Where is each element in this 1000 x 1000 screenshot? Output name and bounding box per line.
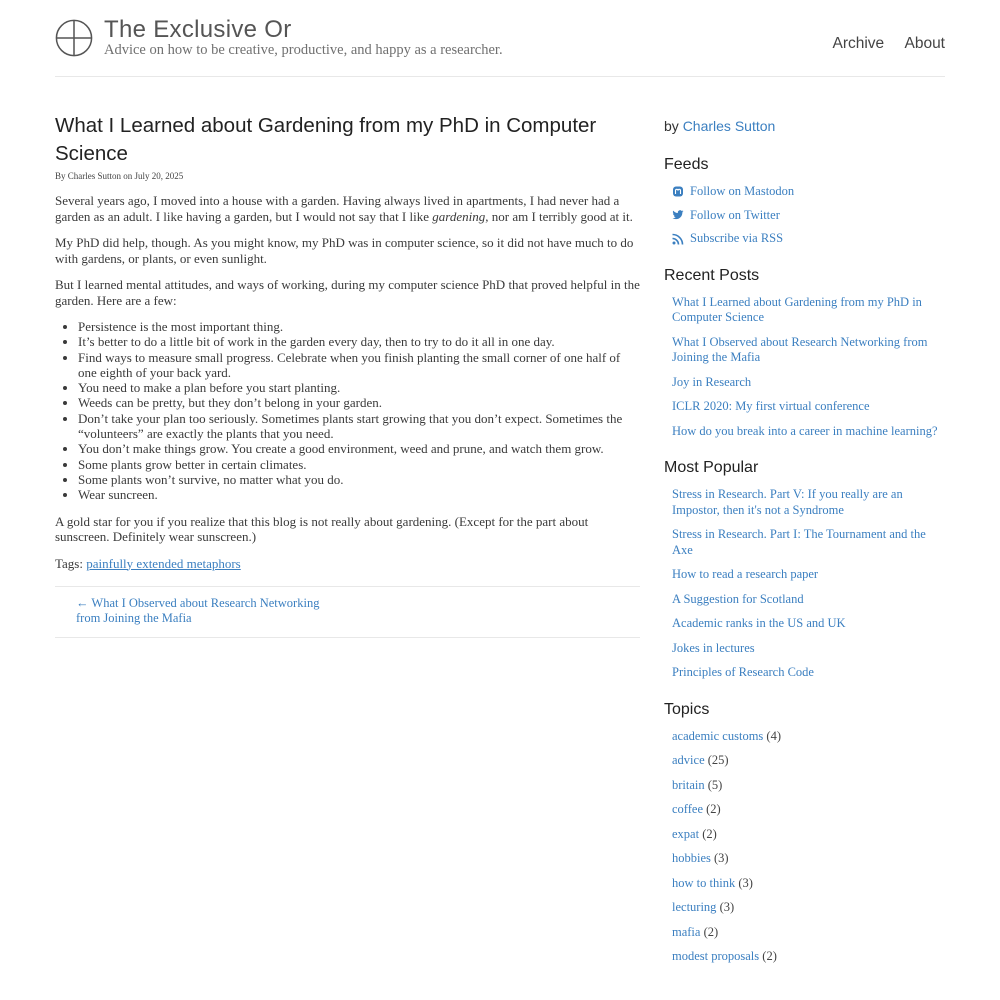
list-item: • Persistence is the most important thing. [78,319,640,334]
list-item [672,375,949,391]
popular-post-link[interactable]: A Suggestion for Scotland [672,591,804,606]
list-item [672,335,949,366]
feeds-title: Feeds [664,156,709,173]
recent-posts-title: Recent Posts [664,266,760,284]
site-tagline: Advice on how to be creative, productive, and happy as a researcher. [104,42,503,58]
previous-post-link[interactable]: ← What I Observed about Research Networking from Joining the Mafia [76,595,320,626]
topic-link[interactable]: britain [672,777,705,792]
paragraph-1 [55,193,640,224]
paragraph-1-emphasis: gardening [432,208,486,224]
topic-link[interactable]: how to think [672,875,736,890]
topics-title: Topics [664,700,710,718]
topic-count: (2) [703,924,719,939]
popular-post-link[interactable]: Principles of Research Code [672,665,814,679]
list-item [672,487,949,518]
feed-item-twitter[interactable] [672,208,949,224]
list-item: • Some plants won’t survive, no matter what you do. [78,472,640,487]
list-item [672,641,949,657]
topic-link[interactable]: lecturing [672,900,717,914]
recent-post-link[interactable]: ICLR 2020: My first virtual conference [672,399,870,413]
post-content [55,112,640,638]
list-item [672,295,949,326]
list-item [672,527,949,558]
paragraph-1-text-a: Several years ago, I moved into a house with a garden. Having always lived in apartments, I had never had a garden as an adult. I like having a garden, but I would not say that I like [55,193,620,224]
list-item [672,876,949,892]
popular-post-link[interactable]: Academic ranks in the US and UK [672,616,846,630]
site-header [55,18,945,77]
list-item [672,900,949,916]
nav-about-link[interactable]: About [904,35,945,52]
most-popular-title: Most Popular [664,459,759,476]
sidebar-author [664,118,949,134]
paragraph-3: But I learned mental attitudes, and ways of working, during my computer science PhD that proved helpful in the garden. Here are a few: [55,277,640,308]
popular-post-link[interactable]: Stress in Research. Part V: If you really are an Impostor, then it's not a Syndrome [672,487,903,517]
topic-count: (2) [702,826,717,841]
list-item: • Find ways to measure small progress. Celebrate when you finish planting the small corner of one half of one eighth of your back yard. [78,350,640,381]
list-item [672,827,949,843]
topic-count: (5) [707,777,723,792]
rss-icon [672,233,684,245]
topic-link[interactable]: coffee [672,802,703,816]
recent-post-link[interactable]: What I Observed about Research Networking from Joining the Mafia [672,334,928,364]
twitter-icon [672,209,684,221]
list-item [672,925,949,941]
topic-link[interactable]: mafia [672,924,701,939]
list-item: • Wear suncreen. [78,487,640,502]
main-nav [816,35,945,53]
tag-link[interactable]: painfully extended metaphors [86,555,241,571]
feed-link[interactable]: Subscribe via RSS [690,231,784,245]
nav-archive-link[interactable]: Archive [832,35,885,52]
most-popular-section [664,459,949,681]
list-item [672,851,949,867]
topic-count: (3) [714,851,729,865]
post-title: What I Learned about Gardening from my PhD in Computer Science [55,114,597,165]
most-popular-list [664,487,949,681]
recent-posts-list [664,295,949,440]
list-item [672,399,949,415]
topic-count: (3) [738,875,753,890]
list-item [672,802,949,818]
sidebar [664,112,949,985]
list-item: • Don’t take your plan too seriously. Sometimes plants start growing that you don’t expect. Sometimes the “volunteers” are exactly the plants that you need. [78,411,640,442]
topic-link[interactable]: advice [672,753,705,767]
list-item [672,753,949,769]
popular-post-link[interactable]: Jokes in lectures [672,640,755,655]
paragraph-2: My PhD did help, though. As you might know, my PhD was in computer science, so it did not have much to do with gardens, or plants, or even sunlight. [55,235,634,266]
list-item [672,424,949,440]
recent-post-link[interactable]: What I Learned about Gardening from my PhD in Computer Science [672,294,922,324]
site-title[interactable]: The Exclusive Or [104,16,292,43]
list-item [672,949,949,965]
topics-section [664,701,949,965]
list-item: • It’s better to do a little bit of work in the garden every day, then to try to do it all in one day. [78,334,640,349]
list-item: • Some plants grow better in certain climates. [78,457,640,472]
tags-label: Tags: [55,555,83,571]
list-item: • Weeds can be pretty, but they don’t belong in your garden. [78,395,640,410]
topic-count: (3) [719,900,735,914]
xor-logo-icon[interactable] [55,19,93,57]
author-prefix: by [664,118,679,134]
author-link[interactable]: Charles Sutton [682,118,776,134]
post-byline: By Charles Sutton on July 20, 2025 [55,171,184,181]
popular-post-link[interactable]: Stress in Research. Part I: The Tournament and the Axe [672,527,926,557]
feed-item-mastodon[interactable] [672,184,949,200]
feed-link[interactable]: Follow on Twitter [690,207,780,222]
paragraph-1-text-b: , nor am I terribly good at it. [485,208,633,224]
mastodon-icon [672,186,684,198]
list-item: • You need to make a plan before you start planting. [78,380,640,395]
post-navigation [55,586,640,638]
feed-item-rss[interactable] [672,231,949,247]
topics-list [664,729,949,965]
topic-link[interactable]: hobbies [672,851,711,865]
list-item [672,592,949,608]
paragraph-4: A gold star for you if you realize that this blog is not really about gardening. (Except for the part about sunscreen. Definitely wear sunscreen.) [55,513,589,545]
feeds-section [664,156,949,247]
list-item [672,616,949,632]
feeds-list [664,184,949,247]
feed-link[interactable]: Follow on Mastodon [690,184,795,198]
topic-count: (2) [762,949,777,963]
popular-post-link[interactable]: How to read a research paper [672,567,819,581]
list-item [672,567,949,583]
topic-link[interactable]: expat [672,826,700,841]
recent-post-link[interactable]: Joy in Research [672,374,752,389]
post-tags [55,556,640,572]
topic-link[interactable]: academic customs [672,728,764,743]
lessons-list [55,319,640,503]
topic-link[interactable]: modest proposals [672,949,760,963]
list-item [672,665,949,681]
topic-count: (25) [707,753,729,767]
topic-count: (4) [766,728,781,743]
list-item [672,778,949,794]
list-item [672,729,949,745]
recent-posts-section [664,267,949,440]
topic-count: (2) [706,802,721,816]
recent-post-link[interactable]: How do you break into a career in machine learning? [672,423,938,438]
list-item: • You don’t make things grow. You create a good environment, weed and prune, and watch them grow. [78,441,640,456]
